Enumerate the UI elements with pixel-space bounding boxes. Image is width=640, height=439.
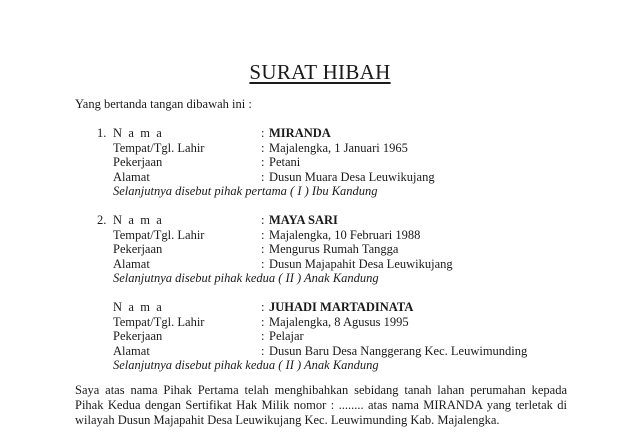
paragraph-line: wilayah Dusun Majapahit Desa Leuwikujang Kec. Leuwimunding Kab. Majalengka. — [75, 413, 500, 427]
birth-label: Tempat/Tgl. Lahir — [113, 227, 205, 242]
party-number: 2. — [97, 213, 107, 227]
colon: : — [261, 329, 265, 343]
colon: : — [261, 140, 265, 155]
colon: : — [261, 314, 265, 329]
colon: : — [261, 300, 265, 314]
party-name-row — [97, 126, 557, 141]
party-job: Petani — [269, 155, 301, 169]
party-job-row — [97, 242, 557, 257]
party-address-row — [97, 257, 557, 272]
colon: : — [261, 227, 265, 242]
party-name: JUHADI MARTADINATA — [269, 300, 414, 314]
intro-text: Yang bertanda tangan dibawah ini : — [75, 97, 252, 111]
party-block-2 — [97, 213, 557, 286]
party-note-row — [97, 271, 557, 286]
party-job: Mengurus Rumah Tangga — [269, 242, 399, 256]
name-label: N a m a — [113, 213, 164, 227]
name-label: N a m a — [113, 126, 164, 140]
party-block-1 — [97, 126, 557, 199]
party-birth: Majalengka, 10 Februari 1988 — [269, 227, 421, 242]
body-paragraph — [75, 383, 567, 428]
party-birth: Majalengka, 8 Agusus 1995 — [269, 314, 409, 329]
party-job-row — [97, 329, 557, 344]
party-note-row — [97, 358, 557, 373]
party-number: 1. — [97, 126, 107, 140]
party-job: Pelajar — [269, 329, 304, 343]
birth-label: Tempat/Tgl. Lahir — [113, 140, 205, 155]
party-job-row — [97, 155, 557, 170]
colon: : — [261, 256, 265, 271]
party-address-row — [97, 170, 557, 185]
job-label: Pekerjaan — [113, 155, 163, 169]
party-note: Selanjutnya disebut pihak kedua ( II ) Anak Kandung — [113, 358, 379, 372]
party-birth-row — [97, 228, 557, 243]
party-name-row — [97, 213, 557, 228]
colon: : — [261, 213, 265, 227]
party-address: Dusun Muara Desa Leuwikujang — [269, 169, 435, 184]
address-label: Alamat — [113, 343, 150, 358]
address-label: Alamat — [113, 256, 150, 271]
birth-label: Tempat/Tgl. Lahir — [113, 314, 205, 329]
name-label: N a m a — [113, 300, 164, 314]
paragraph-line: Saya atas nama Pihak Pertama telah menghibahkan sebidang tanah lahan perumahan kepada — [75, 383, 567, 397]
party-address: Dusun Baru Desa Nanggerang Kec. Leuwimunding — [269, 343, 528, 358]
party-birth-row — [97, 315, 557, 330]
paragraph-line: Pihak Kedua dengan Sertifikat Hak Milik nomor : ........ atas nama MIRANDA yang terletak di — [75, 398, 567, 412]
party-note-row — [97, 184, 557, 199]
party-name: MIRANDA — [269, 126, 331, 140]
party-block-3 — [97, 300, 557, 373]
party-note: Selanjutnya disebut pihak pertama ( I ) Ibu Kandung — [113, 184, 378, 198]
colon: : — [261, 126, 265, 140]
colon: : — [261, 242, 265, 256]
colon: : — [261, 155, 265, 169]
party-birth: Majalengka, 1 Januari 1965 — [269, 140, 408, 155]
job-label: Pekerjaan — [113, 242, 163, 256]
job-label: Pekerjaan — [113, 329, 163, 343]
document-title: SURAT HIBAH — [249, 60, 391, 84]
party-name: MAYA SARI — [269, 213, 338, 227]
colon: : — [261, 169, 265, 184]
party-birth-row — [97, 141, 557, 156]
party-address-row — [97, 344, 557, 359]
address-label: Alamat — [113, 169, 150, 184]
colon: : — [261, 343, 265, 358]
party-name-row — [97, 300, 557, 315]
party-note: Selanjutnya disebut pihak kedua ( II ) Anak Kandung — [113, 271, 379, 285]
party-address: Dusun Majapahit Desa Leuwikujang — [269, 256, 453, 271]
